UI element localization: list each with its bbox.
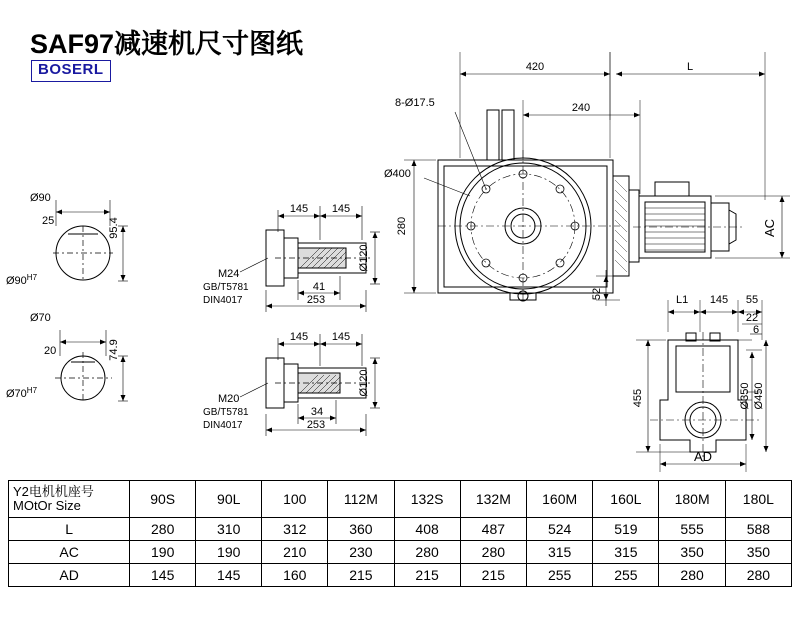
dim-label-dia350: Ø350 bbox=[739, 382, 751, 410]
dim-label-L: L bbox=[686, 61, 694, 73]
table-cell: 350 bbox=[659, 541, 725, 564]
table-cell: 230 bbox=[328, 541, 394, 564]
table-rowhead-line2: MOtOr Size bbox=[13, 498, 81, 513]
dim-label-dia90-h7: $Ø90^{H7}$ bbox=[6, 273, 38, 287]
dim-label-455: 455 bbox=[632, 388, 644, 408]
table-row bbox=[9, 564, 792, 587]
dim-label-145-e: 145 bbox=[709, 294, 729, 306]
dim-label-dia450: Ø450 bbox=[753, 382, 765, 410]
dim-label-145-d: 145 bbox=[331, 331, 351, 343]
table-cell: 255 bbox=[527, 564, 593, 587]
dim-label-dia400: Ø400 bbox=[384, 168, 411, 180]
table-col-header: 132S bbox=[394, 481, 460, 518]
dim-label-dia120-bottom: Ø120 bbox=[358, 369, 370, 397]
dim-label-280: 280 bbox=[396, 216, 408, 236]
table-cell: 360 bbox=[328, 518, 394, 541]
dim-label-dia70-top: Ø70 bbox=[30, 312, 51, 324]
table-col-header: 160M bbox=[527, 481, 593, 518]
table-cell: 350 bbox=[725, 541, 791, 564]
dim-label-240: 240 bbox=[571, 102, 591, 114]
dim-label-95-4: 95.4 bbox=[108, 217, 120, 239]
dim-label-25: 25 bbox=[42, 215, 55, 227]
dim-label-L1: L1 bbox=[676, 294, 689, 306]
table-row-label: AD bbox=[9, 564, 130, 587]
dim-label-253-b: 253 bbox=[306, 419, 326, 431]
table-cell: 312 bbox=[262, 518, 328, 541]
table-cell: 280 bbox=[394, 541, 460, 564]
table-cell: 160 bbox=[262, 564, 328, 587]
dim-label-55: 55 bbox=[745, 294, 759, 306]
std-label-gb-b: GB/T5781 bbox=[203, 407, 249, 418]
table-row bbox=[9, 541, 792, 564]
table-cell: 215 bbox=[394, 564, 460, 587]
std-label-gb-a: GB/T5781 bbox=[203, 282, 249, 293]
dim-label-8-d17-5: 8-Ø17.5 bbox=[395, 97, 435, 109]
dim-label-dia90-top: Ø90 bbox=[30, 192, 51, 204]
table-col-header: 180M bbox=[659, 481, 725, 518]
dim-label-34: 34 bbox=[310, 406, 324, 418]
dim-label-22: 22 bbox=[745, 312, 759, 324]
std-label-din-a: DIN4017 bbox=[203, 295, 243, 306]
table-row-label: AC bbox=[9, 541, 130, 564]
table-cell: 255 bbox=[593, 564, 659, 587]
table-cell: 145 bbox=[130, 564, 196, 587]
motor-size-table bbox=[8, 480, 792, 587]
table-col-header: 90L bbox=[196, 481, 262, 518]
dim-label-AC: AC bbox=[762, 218, 777, 238]
brand-badge: BOSERL bbox=[31, 60, 111, 82]
table-cell: 280 bbox=[725, 564, 791, 587]
table-cell: 190 bbox=[196, 541, 262, 564]
table-col-header: 180L bbox=[725, 481, 791, 518]
dim-label-41: 41 bbox=[312, 281, 326, 293]
table-cell: 588 bbox=[725, 518, 791, 541]
table-rowhead-motor-size bbox=[9, 481, 130, 518]
dim-label-dia70-h7: $Ø70^{H7}$ bbox=[6, 386, 38, 400]
table-cell: 555 bbox=[659, 518, 725, 541]
dim-label-52: 52 bbox=[591, 287, 603, 301]
dim-label-145-c: 145 bbox=[289, 331, 309, 343]
dim-label-74-9: 74.9 bbox=[108, 339, 120, 361]
table-cell: 145 bbox=[196, 564, 262, 587]
table-cell: 280 bbox=[460, 541, 526, 564]
dim-label-dia120-top: Ø120 bbox=[358, 244, 370, 272]
table-col-header: 112M bbox=[328, 481, 394, 518]
table-col-header: 100 bbox=[262, 481, 328, 518]
dim-label-145-b: 145 bbox=[331, 203, 351, 215]
table-cell: 519 bbox=[593, 518, 659, 541]
table-cell: 487 bbox=[460, 518, 526, 541]
table-cell: 280 bbox=[659, 564, 725, 587]
table-cell: 524 bbox=[527, 518, 593, 541]
table-col-header: 90S bbox=[130, 481, 196, 518]
table-header-row bbox=[9, 481, 792, 518]
table-cell: 310 bbox=[196, 518, 262, 541]
thread-label-m24: M24 bbox=[218, 268, 240, 280]
table-row-label: L bbox=[9, 518, 130, 541]
table-cell: 210 bbox=[262, 541, 328, 564]
dim-label-145-a: 145 bbox=[289, 203, 309, 215]
table-cell: 215 bbox=[460, 564, 526, 587]
table-cell: 190 bbox=[130, 541, 196, 564]
table-col-header: 132M bbox=[460, 481, 526, 518]
thread-label-m20: M20 bbox=[218, 393, 240, 405]
table-row bbox=[9, 518, 792, 541]
dim-label-6: 6 bbox=[752, 324, 760, 336]
std-label-din-b: DIN4017 bbox=[203, 420, 243, 431]
table-rowhead-line1: Y2电机机座号 bbox=[13, 484, 94, 500]
dim-label-AD: AD bbox=[693, 449, 713, 464]
table-col-header: 160L bbox=[593, 481, 659, 518]
table-cell: 315 bbox=[593, 541, 659, 564]
dim-label-20: 20 bbox=[44, 345, 57, 357]
table-cell: 408 bbox=[394, 518, 460, 541]
dim-label-253-a: 253 bbox=[306, 294, 326, 306]
table-cell: 215 bbox=[328, 564, 394, 587]
table-cell: 315 bbox=[527, 541, 593, 564]
page-title: SAF97减速机尺寸图纸 bbox=[30, 29, 304, 59]
dim-label-420: 420 bbox=[525, 61, 545, 73]
table-cell: 280 bbox=[130, 518, 196, 541]
